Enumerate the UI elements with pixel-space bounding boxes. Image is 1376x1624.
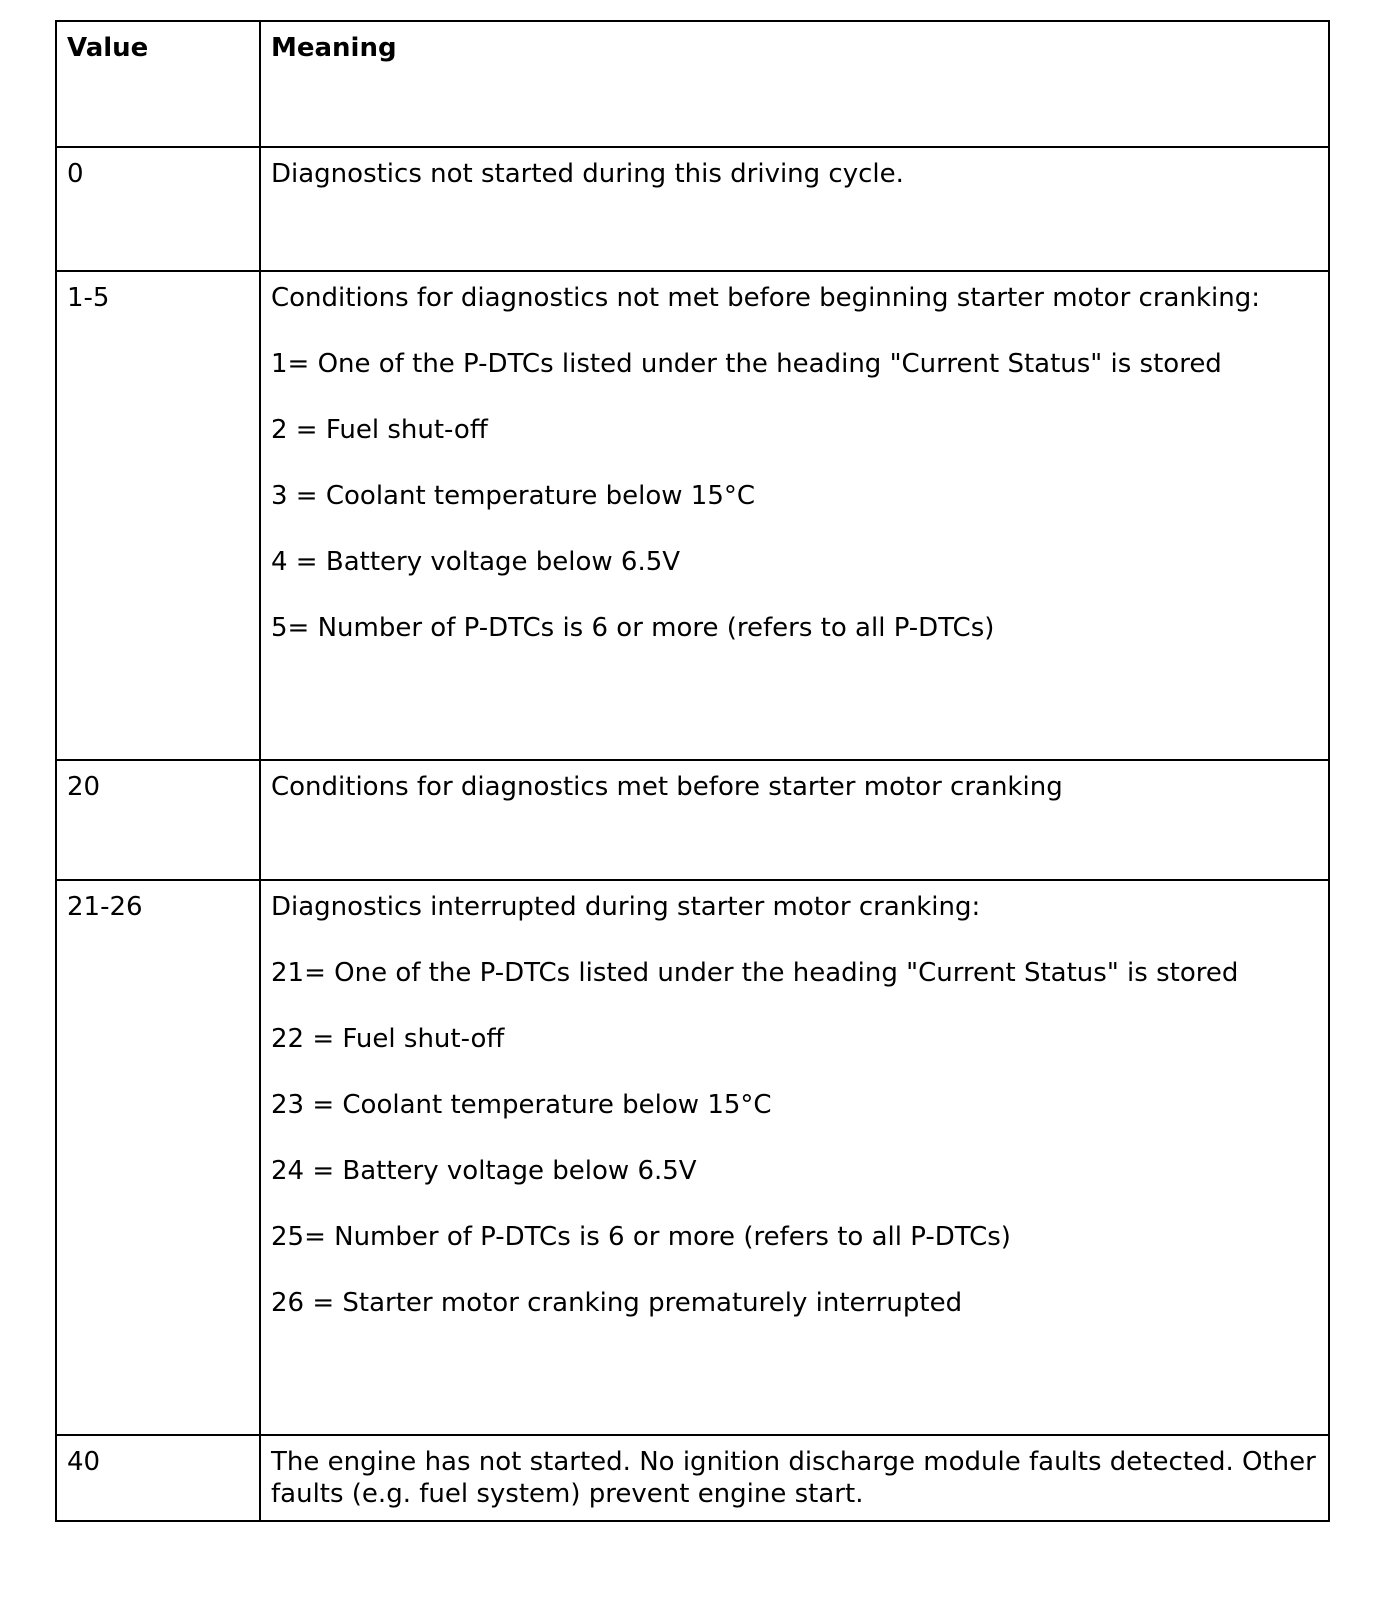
meaning-cell: [260, 147, 1329, 271]
value-cell: 40: [56, 1435, 260, 1521]
meaning-line: Diagnostics interrupted during starter motor cranking:: [271, 892, 981, 922]
meaning-line: Diagnostics not started during this driving cycle.: [271, 159, 904, 189]
meaning-cell: [260, 760, 1329, 880]
meaning-line: 3 = Coolant temperature below 15°C: [271, 481, 756, 511]
meaning-line: 21= One of the P-DTCs listed under the heading "Current Status" is stored: [271, 958, 1239, 988]
table-row: [56, 147, 1329, 271]
meaning-line: 1= One of the P-DTCs listed under the heading "Current Status" is stored: [271, 349, 1222, 379]
meaning-line: 5= Number of P-DTCs is 6 or more (refers to all P-DTCs): [271, 613, 995, 643]
meaning-line: 4 = Battery voltage below 6.5V: [271, 547, 681, 577]
table-row: [56, 760, 1329, 880]
value-meaning-table: [55, 20, 1330, 1522]
table-row: [56, 880, 1329, 1435]
header-row: [56, 21, 1329, 147]
meaning-line: 25= Number of P-DTCs is 6 or more (refers to all P-DTCs): [271, 1222, 1011, 1252]
meaning-cell: [260, 1435, 1329, 1521]
value-cell: 21-26: [56, 880, 260, 1435]
meaning-line: 24 = Battery voltage below 6.5V: [271, 1156, 697, 1186]
value-cell: 20: [56, 760, 260, 880]
value-column-header: Value: [56, 21, 260, 147]
meaning-line: Conditions for diagnostics not met before beginning starter motor cranking:: [271, 283, 1260, 313]
meaning-line: 22 = Fuel shut-off: [271, 1024, 505, 1054]
meaning-line: The engine has not started. No ignition discharge module faults detected. Other faults (e.g. fuel system) prevent engine start.: [271, 1447, 1316, 1509]
meaning-cell: [260, 271, 1329, 760]
table-row: [56, 271, 1329, 760]
meaning-line: 2 = Fuel shut-off: [271, 415, 488, 445]
table-row: [56, 1435, 1329, 1521]
meaning-line: 26 = Starter motor cranking prematurely interrupted: [271, 1288, 963, 1318]
meaning-cell: [260, 880, 1329, 1435]
value-cell: 0: [56, 147, 260, 271]
meaning-line: Conditions for diagnostics met before starter motor cranking: [271, 772, 1063, 802]
value-cell: 1-5: [56, 271, 260, 760]
meaning-column-header: Meaning: [260, 21, 1329, 147]
meaning-line: 23 = Coolant temperature below 15°C: [271, 1090, 772, 1120]
